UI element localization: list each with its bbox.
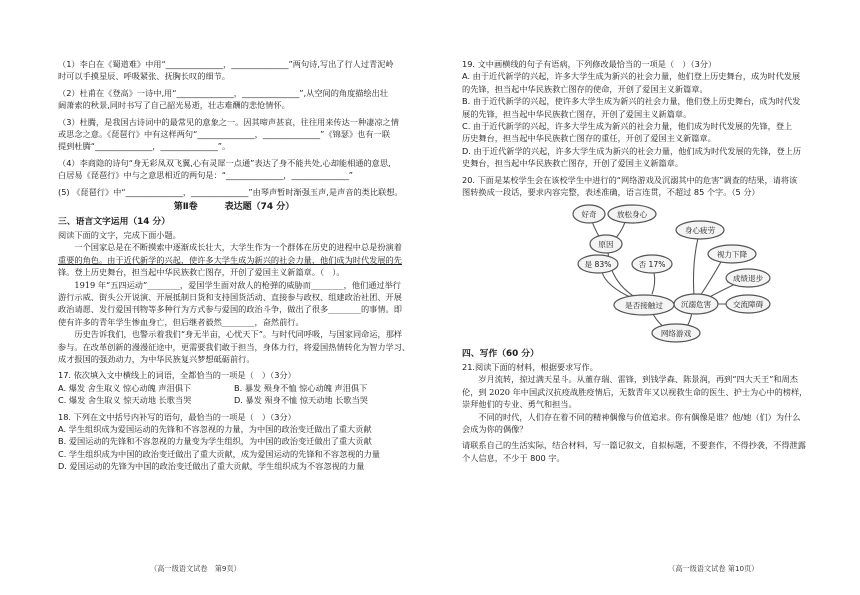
q16-line: 提到杜腾“______________，______________”。 bbox=[58, 141, 231, 152]
material-line: 会成为你的偶像？ bbox=[462, 423, 528, 434]
q18-option-a[interactable]: A. 学生组织成为爱国运动的先锋和不容忽视的力量，为中国的政治变迁做出了重大贡献 bbox=[58, 423, 372, 434]
node-yuanyin-label: 原因 bbox=[598, 240, 614, 250]
q16-line: (5) 《琵琶行》中“______________，______________”由琴声暂时渐强玉声,是声音的类比联想。 bbox=[58, 186, 403, 197]
q19-options bbox=[462, 70, 838, 169]
q18-option-c[interactable]: C. 学生组织成为中国的政治变迁做出了重大贡献，成为爱国运动的先锋和不容忽视的力量 bbox=[58, 448, 381, 459]
question-19: 19. 文中画横线的句子有语病，下列修改最恰当的一项是（ ）（3分） bbox=[462, 59, 717, 69]
node-fangsong-label: 放松身心 bbox=[616, 210, 648, 220]
node-chengji-label: 成绩退步 bbox=[732, 274, 764, 284]
material-line: 崇拜他们的专业、勇气和担当。 bbox=[462, 399, 577, 410]
q19-option-c[interactable]: C. 由于近代新学的兴起，许多大学生成为新兴的社会力量，他们成为时代发展的先锋，登上 bbox=[462, 121, 793, 132]
node-shili-label: 视力下降 bbox=[716, 250, 748, 260]
section-3-instruction: 阅读下面的文字，完成下面小题。 bbox=[58, 229, 181, 240]
passage-line: 1919 年“五四运动”________，爱国学生面对敌人的枪弹的威胁而________，他们通过举行 bbox=[74, 279, 401, 290]
q16-line: （3）杜腾，是我国古诗词中的最常见的意象之一。因其啼声甚哀，往往用来传达一种凄凉之情 bbox=[58, 116, 399, 127]
section-4-title: 四、写作（60 分） bbox=[462, 349, 539, 360]
q19-option-a[interactable]: A. 由于近代新学的兴起，许多大学生成为新兴的社会力量，他们登上历史舞台，成为时代发展 bbox=[462, 71, 801, 82]
passage-line: 使有许多的青年学生惨血身亡，但后继者毅然________，奋然前行。 bbox=[58, 316, 304, 327]
question-18: 18. 下列在文中括号内补写的语句，最恰当的一项是（ ）（3分） bbox=[58, 411, 296, 422]
question-21: 21.阅读下面的材料，根据要求写作。 bbox=[462, 361, 598, 372]
q16-line: （4）李商隐的诗句“身无彩凤双飞翼,心有灵犀一点通”表达了身不能共处,心却能相通的意思, bbox=[58, 157, 391, 168]
node-fou-label: 否 17% bbox=[638, 260, 666, 270]
material-line: 岁月流转，掠过满天星斗。从董存瑞、雷锋，到钱学森、陈景润，再到“四大天王”和周杰 bbox=[478, 374, 798, 385]
node-shifou-label: 是否接触过 bbox=[625, 301, 663, 311]
question-20-cont: 图转换成一段话，要求内容完整，表述准确，语言连贯，不超过 85 个字。（5 分） bbox=[462, 187, 760, 198]
q17-option-b[interactable]: B. 暴发 殒身不恤 惊心动魄 声泪俱下 bbox=[234, 382, 368, 393]
section-3-title: 三、语言文字运用（14 分） bbox=[58, 217, 171, 228]
passage-line-underlined: 重要的角色。由于近代新学的兴起，使许多大学生成为新兴的社会力量，他们成为时代发展的先 bbox=[58, 254, 402, 265]
writing-requirement-cont: 个人信息，不少于 800 字。 bbox=[462, 452, 565, 463]
passage-line: 政治请愿、发行爱国刊物等多种行为方式参与爱国的政治斗争，做出了很多________的事情。即 bbox=[58, 304, 402, 315]
q17-option-d[interactable]: D. 暴发 殒身不恤 惊天动地 长歌当哭 bbox=[234, 395, 368, 406]
edge-shenxin-chenni bbox=[694, 238, 699, 296]
q18-option-d[interactable]: D. 爱国运动的先锋为中国的政治变迁做出了重大贡献，学生组织成为不容忽视的力量 bbox=[58, 461, 365, 472]
passage-line: 一个国家总是在不断摸索中逐渐成长壮大，大学生作为一个群体在历史的进程中总是扮演着 bbox=[74, 242, 402, 253]
passage-line: 游行示威、街头公开说演、开展抵制日货和支持国货活动、直接参与政权、组建政治社团、开展 bbox=[58, 291, 402, 302]
question-17: 17. 依次填入文中横线上的词语，全都恰当的一项是（ ）（3分） bbox=[58, 370, 296, 381]
q19-option-b-cont: 展的先锋，担当起中华民族救亡图存，开创了爱国主义新篇章。 bbox=[462, 108, 692, 119]
right-page bbox=[430, 0, 860, 595]
node-haoqi-label: 好奇 bbox=[581, 210, 597, 220]
q16-line: 时可以手摸星辰、呼吸紧张、抚胸长叹的细节。 bbox=[58, 71, 230, 82]
node-chenni-label: 沉溺危害 bbox=[680, 300, 712, 310]
q17-option-c[interactable]: C. 爆发 舍生取义 惊天动地 长歌当哭 bbox=[58, 395, 192, 406]
q16-line: 阔萧索的秋景,同时书写了自己韶光易逝，壮志难酬的悲怆情怀。 bbox=[58, 100, 290, 111]
edge-shi-shifou bbox=[602, 272, 632, 298]
q16-line: 白居易《琵琶行》中与之意思相近的两句是：“______________，______________” bbox=[58, 170, 354, 181]
passage-line: 成才报国的强劲动力，为中华民族复兴梦想砥砺前行。 bbox=[58, 353, 255, 364]
page-footer-9: （高一级语文试卷 第9页） bbox=[150, 563, 241, 573]
q19-option-d[interactable]: D. 由于近代新学的兴起，许多大学生成为新兴的社会力量，他们成为时代发展的先锋，登上历 bbox=[462, 145, 802, 156]
juan-title: 第Ⅱ卷 表达题（74 分） bbox=[173, 202, 295, 213]
q16-line: （1）李白在《蜀道难》中用“______________，______________”两句诗,写出了行人过青泥岭 bbox=[58, 59, 394, 69]
passage-line: 参与。在改革创新的漫漫征途中，更需要我们敢于担当，身体力行，将爱国热情转化为智力学习、 bbox=[58, 341, 410, 352]
q19-option-c-cont: 历史舞台，担当起中华民族救亡图存的重任，开创了爱国主义新篇章。 bbox=[462, 133, 716, 144]
q19-option-a-cont: 的先锋，担当起中华民族救亡图存的使命，开创了爱国主义新篇章。 bbox=[462, 83, 708, 94]
q16-line: （2）杜甫在《登高》一诗中,用“______________，______________”,从空间的角度描绘出壮 bbox=[58, 87, 389, 98]
q16-line: 或思念之意。《琵琶行》中有这样两句“______________，______________”《锦瑟》也有一联 bbox=[58, 129, 390, 140]
edge-fou-shifou bbox=[652, 272, 655, 294]
question-20: 20. 下面是某校学生会在该校学生中进行的“网络游戏及沉溺其中的危害”调查的结果，请将该 bbox=[462, 174, 798, 185]
node-shi-label: 是 83% bbox=[584, 260, 612, 270]
material-line: 伦，到 2020 年中国武汉抗疫战胜疫情后，无数青年又以视救生命的医生、护士为心中的榜样， bbox=[462, 386, 808, 397]
passage-line-underlined: 锋。登上历史舞台，担当起中华民族救亡图存，开创了爱国主义新篇章。（ ）。 bbox=[58, 267, 345, 278]
material-line: 不同的时代，人们存在着不同的精神偶像与价值追求。你有偶像是谁？他/她（们）为什么 bbox=[478, 411, 801, 422]
node-wangluo-label: 网络游戏 bbox=[660, 329, 692, 339]
edge-shili-chenni bbox=[700, 260, 722, 296]
writing-material bbox=[462, 373, 838, 435]
q19-option-b[interactable]: B. 由于近代新学的兴起，使许多大学生成为新兴的社会力量，他们登上历史舞台，成为时代发 bbox=[462, 96, 801, 107]
q18-option-b[interactable]: B. 爱国运动的先锋和不容忽视的力量变为学生组织，为中国的政治变迁做出了重大贡献 bbox=[58, 436, 372, 447]
q19-option-d-cont: 史舞台，担当起中华民族救亡图存，开创了爱国主义新篇章。 bbox=[462, 158, 684, 169]
q17-option-a[interactable]: A. 爆发 舍生取义 惊心动魄 声泪俱下 bbox=[58, 382, 192, 393]
reading-passage bbox=[58, 241, 410, 365]
passage-line: 历史告诉我们，也警示着我们“身无半亩，心忧天下”。与时代同呼吸，与国家同命运，那样 bbox=[74, 329, 403, 340]
q17-options bbox=[58, 382, 410, 407]
node-jiaoliu-label: 交流障碍 bbox=[732, 300, 764, 310]
writing-requirement: 请联系自己的生活实际，结合材料，写一篇记叙文，自拟标题，不要套作，不得抄袭，不得泄露 bbox=[462, 440, 806, 451]
node-shenxin-label: 身心疲劳 bbox=[684, 226, 716, 236]
q16-items bbox=[58, 58, 410, 198]
mind-map-diagram bbox=[572, 204, 772, 344]
page-footer-10: （高一级语文试卷 第10页） bbox=[668, 563, 759, 573]
